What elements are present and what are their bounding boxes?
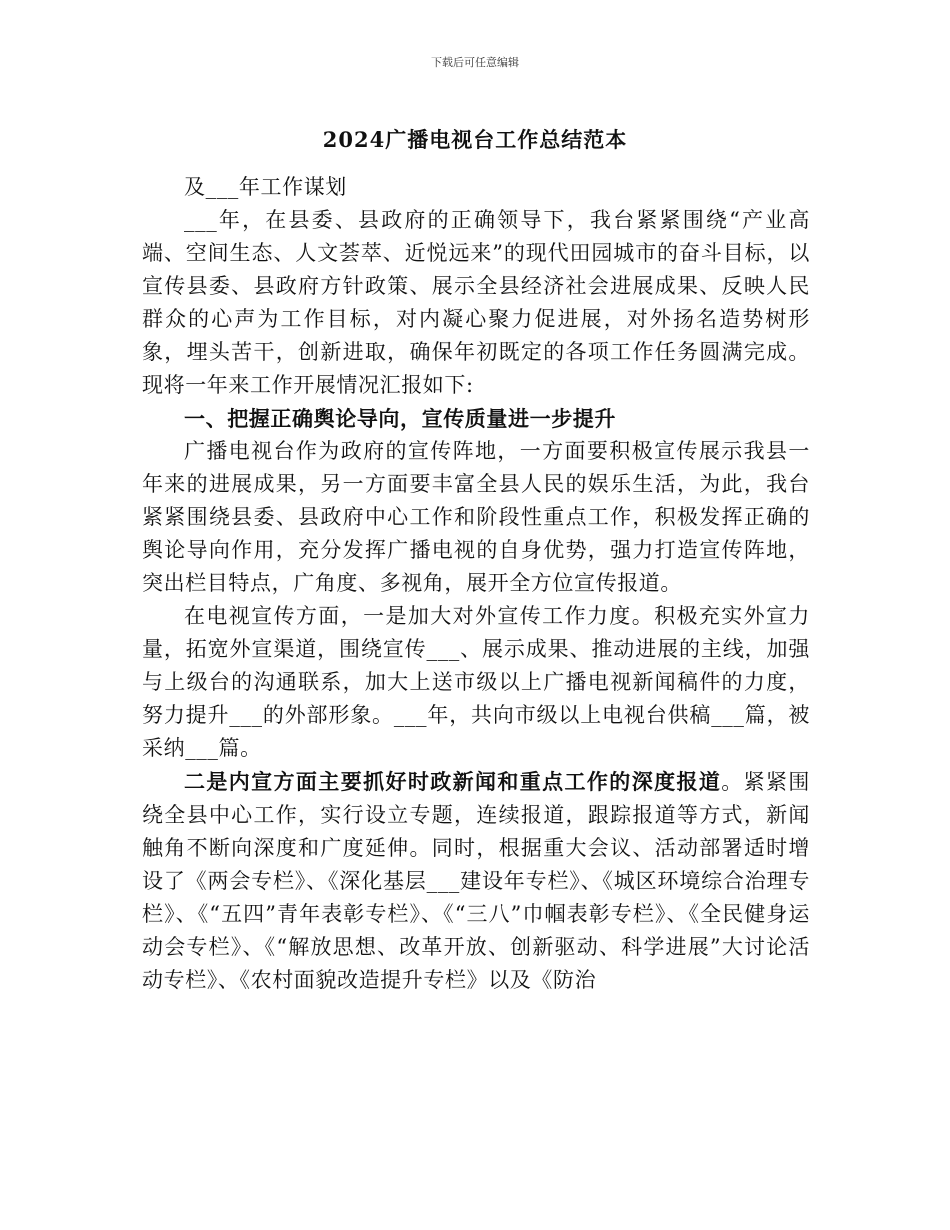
paragraph-positioning: 广播电视台作为政府的宣传阵地，一方面要积极宣传展示我县一年来的进展成果，另一方面要丰富全县人民的娱乐生活，为此，我台紧紧围绕县委、县政府中心工作和阶段性重点工作，积极发挥正确的舆论导向作用，充分发挥广播电视的自身优势，强力打造宣传阵地，突出栏目特点，广角度、多视角，展开全方位宣传报道。 [142,439,810,595]
header-note: 下载后可任意编辑 [431,56,519,69]
paragraph-lead-bold: 二是内宣方面主要抓好时政新闻和重点工作的深度报道 [184,769,722,794]
paragraph-internal-publicity [142,765,810,997]
section-heading-1: 一、把握正确舆论导向，宣传质量进一步提升 [184,406,616,431]
paragraph-subtitle: 及___年工作谋划 [184,175,347,199]
document-title: 2024广播电视台工作总结范本 [322,127,628,152]
paragraph-intro: ___年，在县委、县政府的正确领导下，我台紧紧围绕“产业高端、空间生态、人文荟萃、近悦远来”的现代田园城市的奋斗目标，以宣传县委、县政府方针政策、展示全县经济社会进展成果、反映人民群众的心声为工作目标，对内凝心聚力促进展，对外扬名造势树形象，埋头苦干，创新进取，确保年初既定的各项工作任务圆满完成。现将一年来工作开展情况汇报如下: [142,208,810,397]
paragraph-rest: 。紧紧围绕全县中心工作，实行设立专题，连续报道，跟踪报道等方式，新闻触角不断向深度和广度延伸。同时，根据重大会议、活动部署适时增设了《两会专栏》、《深化基层___建设年专栏》、《城区环境综合治理专栏》、《“五四”青年表彰专栏》、《“三八”巾帼表彰专栏》、《全民健身运动会专栏》、《“解放思想、改革开放、创新驱动、科学进展”大讨论活动专栏》、《农村面貌改造提升专栏》以及《防治 [142,770,810,992]
paragraph-tv-publicity: 在电视宣传方面，一是加大对外宣传工作力度。积极充实外宣力量，拓宽外宣渠道，围绕宣传___、展示成果、推动进展的主线，加强与上级台的沟通联系，加大上送市级以上广播电视新闻稿件的力度，努力提升___的外部形象。___年，共向市级以上电视台供稿___篇，被采纳___篇。 [142,604,810,760]
document-body [142,171,810,997]
